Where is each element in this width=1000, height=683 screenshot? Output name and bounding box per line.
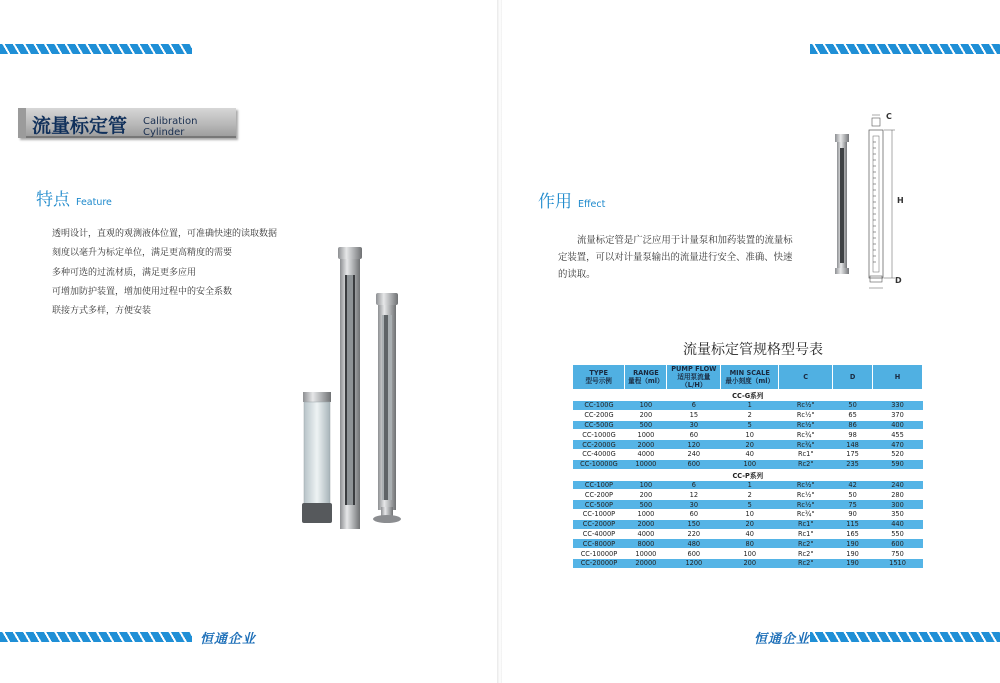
table-cell: 100: [625, 480, 667, 490]
page-title-en: Calibration Cylinder: [143, 116, 198, 138]
list-item: 可增加防护装置，增加使用过程中的安全系数: [52, 286, 233, 297]
table-cell: 40: [721, 449, 779, 459]
table-cell: 470: [873, 440, 923, 450]
col-header: RANGE 量程（ml）: [625, 365, 667, 390]
table-cell: Rc¾": [779, 509, 833, 519]
top-stripe-bar: [810, 44, 1000, 54]
table-cell: 90: [833, 509, 873, 519]
effect-heading: 作用 Effect: [538, 192, 606, 212]
table-cell: 10: [721, 509, 779, 519]
table-cell: Rc½": [779, 420, 833, 430]
table-cell: 200: [721, 558, 779, 568]
col-header: TYPE 型号示例: [573, 365, 625, 390]
table-row: [573, 401, 923, 411]
table-cell: CC-10000P: [573, 549, 625, 559]
table-header-row: [573, 365, 923, 390]
table-cell: 40: [721, 529, 779, 539]
table-cell: Rc2": [779, 539, 833, 549]
table-cell: 240: [667, 449, 721, 459]
table-cell: 10: [721, 430, 779, 440]
spec-table: [573, 365, 923, 569]
table-cell: Rc1": [779, 529, 833, 539]
table-cell: 115: [833, 519, 873, 529]
table-cell: CC-10000G: [573, 459, 625, 469]
table-cell: 235: [833, 459, 873, 469]
table-cell: 15: [667, 410, 721, 420]
feature-list: [52, 225, 277, 321]
table-cell: 8000: [625, 539, 667, 549]
table-cell: CC-4000P: [573, 529, 625, 539]
table-cell: 200: [625, 410, 667, 420]
table-cell: 300: [873, 500, 923, 510]
table-row: [573, 558, 923, 568]
table-cell: 550: [873, 529, 923, 539]
table-cell: Rc½": [779, 410, 833, 420]
table-cell: Rc1": [779, 449, 833, 459]
table-cell: 20000: [625, 558, 667, 568]
table-cell: 1: [721, 401, 779, 411]
table-row: [573, 440, 923, 450]
table-cell: 1510: [873, 558, 923, 568]
col-header: MIN SCALE 最小刻度（ml）: [721, 365, 779, 390]
table-cell: 165: [833, 529, 873, 539]
table-row: [573, 430, 923, 440]
company-logo: 恒通企业: [200, 632, 257, 647]
table-cell: 98: [833, 430, 873, 440]
table-cell: 500: [625, 500, 667, 510]
table-cell: Rc2": [779, 558, 833, 568]
table-cell: CC-100P: [573, 480, 625, 490]
table-cell: 20: [721, 519, 779, 529]
table-cell: 30: [667, 500, 721, 510]
table-row: [573, 529, 923, 539]
table-cell: 370: [873, 410, 923, 420]
table-cell: 600: [667, 549, 721, 559]
series-row: [573, 390, 923, 401]
table-cell: 600: [873, 539, 923, 549]
table-cell: Rc½": [779, 480, 833, 490]
table-cell: 1: [721, 480, 779, 490]
table-cell: 100: [625, 401, 667, 411]
table-cell: 2000: [625, 440, 667, 450]
table-cell: 60: [667, 509, 721, 519]
list-item: 多种可选的过流材质，满足更多应用: [52, 267, 197, 278]
table-cell: Rc¾": [779, 440, 833, 450]
company-logo: 恒通企业: [754, 632, 811, 647]
table-row: [573, 500, 923, 510]
table-cell: 4000: [625, 529, 667, 539]
dim-label-c: C: [886, 112, 892, 121]
list-item: 刻度以毫升为标定单位，满足更高精度的需要: [52, 248, 233, 259]
dim-label-d: D: [895, 276, 902, 285]
table-cell: Rc2": [779, 459, 833, 469]
table-cell: 148: [833, 440, 873, 450]
table-cell: 100: [721, 459, 779, 469]
table-cell: CC-500G: [573, 420, 625, 430]
title-bar: [18, 108, 236, 138]
bottom-stripe-bar: [0, 632, 192, 642]
table-cell: 10000: [625, 459, 667, 469]
left-page: [0, 0, 498, 683]
table-row: [573, 459, 923, 469]
table-cell: 10000: [625, 549, 667, 559]
table-row: [573, 490, 923, 500]
table-cell: CC-200G: [573, 410, 625, 420]
page-title: 流量标定管: [32, 115, 128, 137]
table-cell: 100: [721, 549, 779, 559]
table-cell: 455: [873, 430, 923, 440]
table-cell: 2: [721, 410, 779, 420]
table-cell: CC-1000G: [573, 430, 625, 440]
table-cell: 50: [833, 401, 873, 411]
table-cell: 120: [667, 440, 721, 450]
table-cell: 80: [721, 539, 779, 549]
table-cell: 42: [833, 480, 873, 490]
top-stripe-bar: [0, 44, 192, 54]
table-cell: 175: [833, 449, 873, 459]
table-cell: 12: [667, 490, 721, 500]
table-cell: 190: [833, 558, 873, 568]
table-cell: Rc¾": [779, 430, 833, 440]
table-row: [573, 539, 923, 549]
col-header: PUMP FLOW 适用泵流量（L/H）: [667, 365, 721, 390]
table-cell: 65: [833, 410, 873, 420]
table-cell: 50: [833, 490, 873, 500]
bottom-stripe-bar: [810, 632, 1000, 642]
table-row: [573, 480, 923, 490]
table-cell: 440: [873, 519, 923, 529]
table-cell: 330: [873, 401, 923, 411]
effect-description: 流量标定管是广泛应用于计量泵和加药装置的流量标定装置，可以对计量泵输出的流量进行安全、准确、快速的读取。: [558, 235, 793, 280]
table-cell: 20: [721, 440, 779, 450]
table-cell: Rc½": [779, 401, 833, 411]
table-cell: Rc½": [779, 490, 833, 500]
table-cell: 6: [667, 401, 721, 411]
table-cell: CC-2000G: [573, 440, 625, 450]
table-cell: 86: [833, 420, 873, 430]
dimension-diagram: [832, 112, 922, 292]
col-header: D: [833, 365, 873, 390]
table-cell: 220: [667, 529, 721, 539]
table-row: [573, 549, 923, 559]
series-label: CC-P系列: [573, 469, 923, 480]
table-title: 流量标定管规格型号表: [683, 342, 823, 358]
table-cell: Rc1": [779, 519, 833, 529]
table-cell: 150: [667, 519, 721, 529]
col-header: C: [779, 365, 833, 390]
table-cell: 190: [833, 539, 873, 549]
table-cell: 1000: [625, 430, 667, 440]
table-cell: 30: [667, 420, 721, 430]
table-cell: CC-100G: [573, 401, 625, 411]
table-cell: CC-20000P: [573, 558, 625, 568]
table-cell: CC-200P: [573, 490, 625, 500]
table-row: [573, 410, 923, 420]
table-cell: CC-1000P: [573, 509, 625, 519]
table-cell: Rc½": [779, 500, 833, 510]
table-cell: CC-2000P: [573, 519, 625, 529]
list-item: 透明设计，直观的观测液体位置，可准确快速的读取数据: [52, 229, 278, 239]
table-cell: 750: [873, 549, 923, 559]
table-cell: 2000: [625, 519, 667, 529]
table-cell: CC-4000G: [573, 449, 625, 459]
table-row: [573, 519, 923, 529]
table-cell: 240: [873, 480, 923, 490]
feature-heading: 特点 Feature: [36, 190, 112, 210]
table-cell: 400: [873, 420, 923, 430]
table-cell: 520: [873, 449, 923, 459]
table-cell: 1200: [667, 558, 721, 568]
col-header: H: [873, 365, 923, 390]
table-cell: CC-500P: [573, 500, 625, 510]
table-cell: 75: [833, 500, 873, 510]
series-row: [573, 469, 923, 480]
table-cell: 590: [873, 459, 923, 469]
table-cell: 200: [625, 490, 667, 500]
table-cell: 2: [721, 490, 779, 500]
table-cell: 60: [667, 430, 721, 440]
table-row: [573, 509, 923, 519]
table-row: [573, 420, 923, 430]
calibration-cylinders-image: [296, 245, 411, 530]
series-label: CC-G系列: [573, 390, 923, 401]
dim-label-h: H: [897, 196, 904, 205]
table-cell: 280: [873, 490, 923, 500]
table-cell: 6: [667, 480, 721, 490]
table-cell: 5: [721, 500, 779, 510]
table-cell: 190: [833, 549, 873, 559]
table-cell: 1000: [625, 509, 667, 519]
table-cell: 500: [625, 420, 667, 430]
table-cell: 5: [721, 420, 779, 430]
table-row: [573, 449, 923, 459]
table-cell: 480: [667, 539, 721, 549]
table-cell: 4000: [625, 449, 667, 459]
table-cell: Rc2": [779, 549, 833, 559]
list-item: 联接方式多样，方便安装: [52, 306, 152, 317]
table-cell: 600: [667, 459, 721, 469]
table-cell: CC-8000P: [573, 539, 625, 549]
table-cell: 350: [873, 509, 923, 519]
